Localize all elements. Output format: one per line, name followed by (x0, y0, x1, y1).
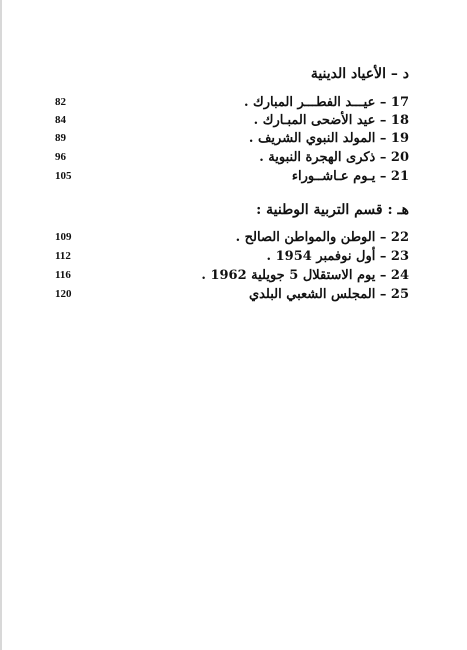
toc-entry-title: 23 – أول نوفمبر 1954 . (266, 249, 409, 264)
toc-entry[interactable] (55, 150, 409, 166)
toc-entry[interactable] (55, 131, 409, 147)
toc-entry-page: 116 (55, 269, 71, 281)
section-heading-national-education: هـ : قسم التربية الوطنية : (256, 202, 409, 218)
toc-entry-page: 109 (55, 231, 72, 243)
toc-entry-title: 22 – الوطن والمواطن الصالح . (235, 230, 409, 245)
toc-entry-page: 120 (55, 288, 72, 300)
toc-entry[interactable] (55, 249, 409, 265)
toc-entry[interactable] (55, 113, 409, 129)
toc-entry-page: 84 (55, 114, 66, 126)
toc-entry-title: 24 – يوم الاستقلال 5 جويلية 1962 . (201, 268, 409, 283)
toc-entry-title: 21 – يـوم عـاشــوراء (291, 169, 409, 184)
toc-entry-page: 89 (55, 132, 66, 144)
toc-entry-title: 19 – المولد النبوي الشريف . (248, 131, 409, 146)
toc-entry-title: 25 – المجلس الشعبي البلدي (248, 287, 409, 302)
toc-entry[interactable] (55, 169, 409, 185)
toc-entry-title: 18 – عيد الأضحى المبـارك . (253, 113, 409, 128)
toc-entry-title: 17 – عيـــد الفطـــر المبارك . (243, 95, 409, 110)
toc-entry[interactable] (55, 287, 409, 303)
toc-entry[interactable] (55, 95, 409, 111)
page-edge (0, 0, 2, 650)
toc-entry[interactable] (55, 230, 409, 246)
toc-entry-page: 105 (55, 170, 72, 182)
toc-entry-page: 112 (55, 250, 71, 262)
toc-entry[interactable] (55, 268, 409, 284)
toc-entry-page: 82 (55, 96, 66, 108)
toc-entry-title: 20 – ذكرى الهجرة النبوية . (259, 150, 409, 165)
section-heading-religious-holidays: د – الأعياد الدينية (310, 66, 409, 82)
toc-entry-page: 96 (55, 151, 66, 163)
